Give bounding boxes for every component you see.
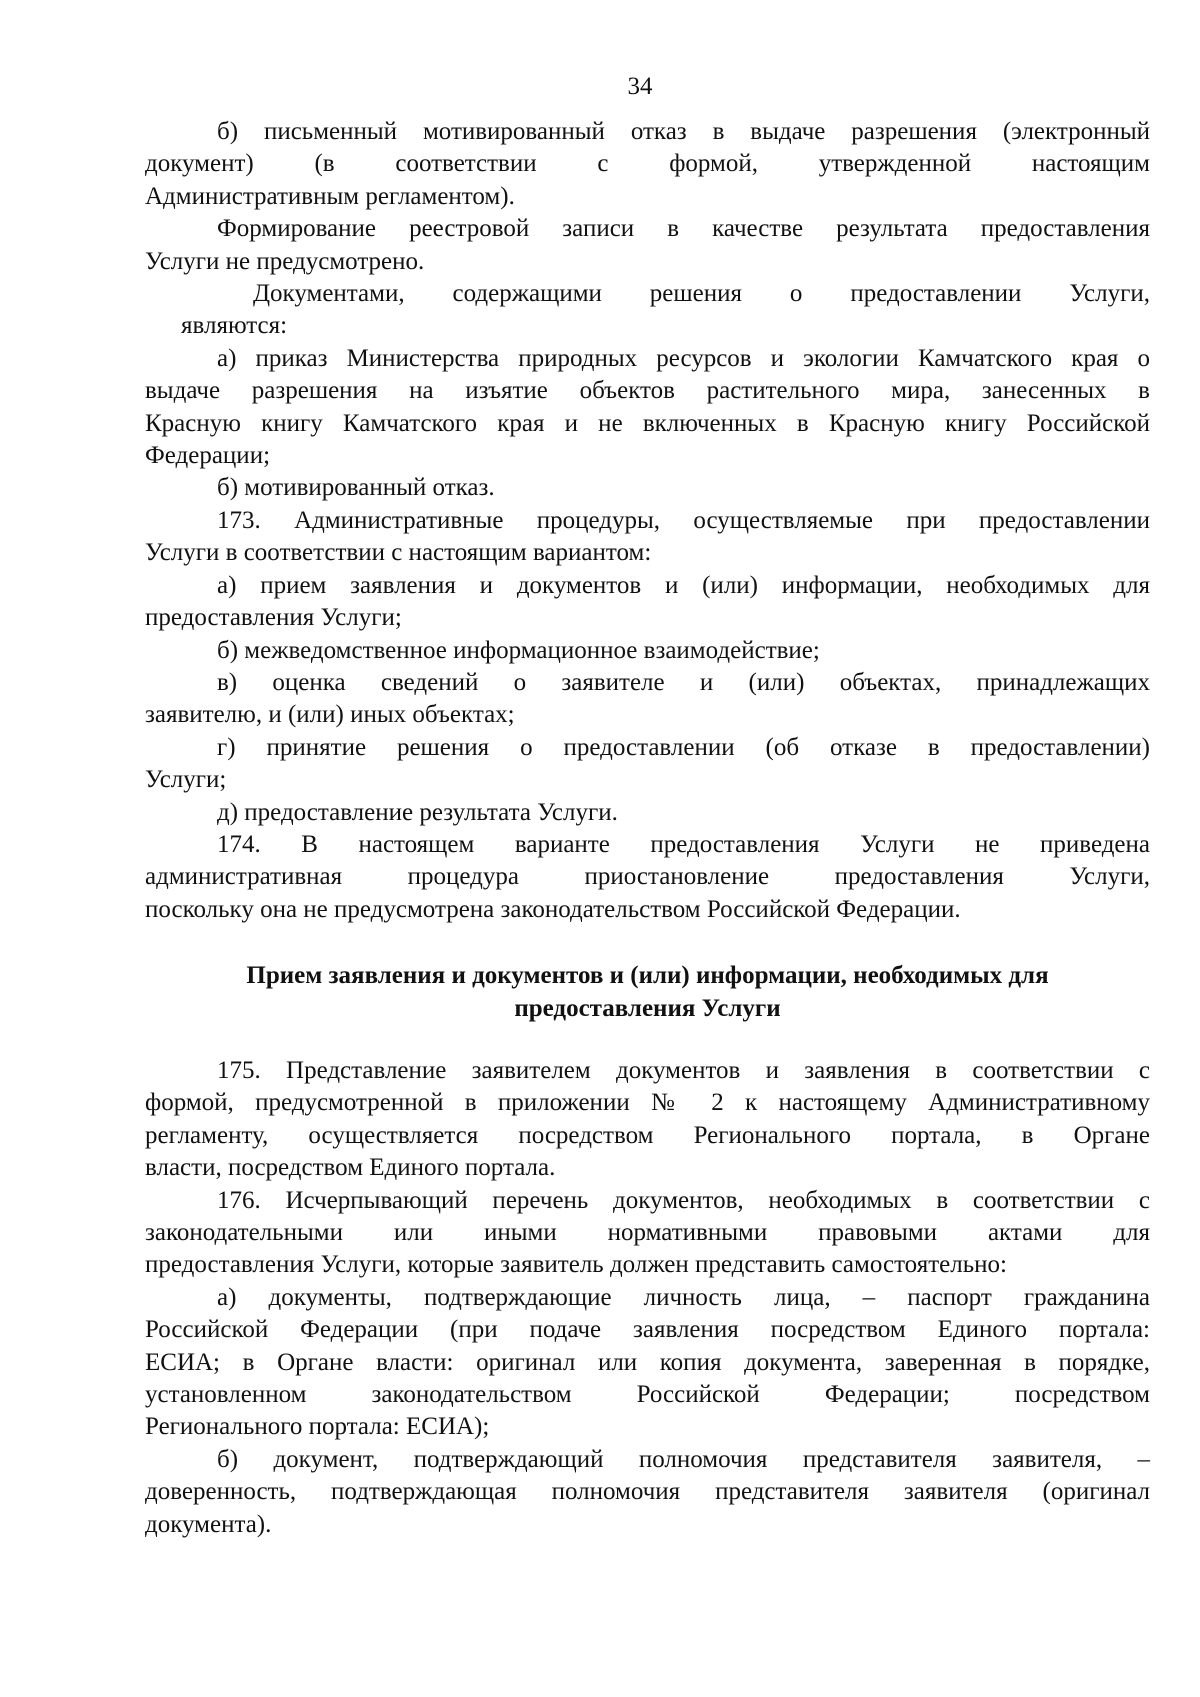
- text-line: власти, посредством Единого портала.: [145, 1154, 556, 1182]
- text-line: б) мотивированный отказ.: [217, 474, 495, 502]
- text-line: Регионального портала: ЕСИА);: [145, 1413, 490, 1441]
- paragraph-176-b: [145, 1444, 1150, 1541]
- page-number: 34: [627, 73, 653, 100]
- text-line: а) приказ Министерства природных ресурсов и экологии Камчатского края о: [217, 344, 1150, 372]
- text-line: предоставления Услуги, которые заявитель должен представить самостоятельно:: [145, 1251, 1007, 1279]
- text-line: выдаче разрешения на изъятие объектов растительного мира, занесенных в: [145, 377, 1150, 405]
- text-line: г) принятие решения о предоставлении (об отказе в предоставлении): [217, 733, 1150, 761]
- paragraph-decision-docs: [145, 278, 1150, 343]
- text-line: Российской Федерации (при подаче заявления посредством Единого портала:: [145, 1316, 1150, 1344]
- paragraph-order: [145, 343, 1150, 473]
- paragraph-motivated-refusal: [145, 472, 1150, 504]
- text-line: заявителю, и (или) иных объектах;: [145, 701, 515, 729]
- paragraph-registry: [145, 213, 1150, 278]
- text-line: Услуги не предусмотрено.: [145, 247, 425, 275]
- text-line: Формирование реестровой записи в качестве результата предоставления: [217, 215, 1150, 243]
- text-line: Услуги;: [145, 766, 227, 794]
- text-line: формой, предусмотренной в приложении № 2 к настоящему Административному: [145, 1089, 1150, 1117]
- text-line: Федерации;: [145, 442, 271, 470]
- text-line: в) оценка сведений о заявителе и (или) объектах, принадлежащих: [217, 668, 1150, 696]
- paragraph-173-d: [145, 797, 1150, 829]
- paragraph-173-b: [145, 635, 1150, 667]
- text-line: Документами, содержащими решения о предоставлении Услуги,: [253, 280, 1150, 308]
- paragraph-refusal: [145, 116, 1150, 213]
- paragraph-173: [145, 505, 1150, 570]
- document-body: [145, 116, 1150, 1541]
- paragraph-175: [145, 1055, 1150, 1185]
- paragraph-176-a: [145, 1282, 1150, 1444]
- text-line: а) прием заявления и документов и (или) информации, необходимых для: [217, 571, 1150, 599]
- paragraph-173-v: [145, 667, 1150, 732]
- heading-line: предоставления Услуги: [514, 994, 781, 1022]
- paragraph-173-g: [145, 732, 1150, 797]
- text-line: административная процедура приостановление предоставления Услуги,: [145, 863, 1150, 891]
- text-line: 176. Исчерпывающий перечень документов, необходимых в соответствии с: [217, 1186, 1150, 1214]
- text-line: б) документ, подтверждающий полномочия представителя заявителя, –: [217, 1445, 1150, 1473]
- text-line: 175. Представление заявителем документов и заявления в соответствии с: [217, 1056, 1150, 1084]
- text-line: Услуги в соответствии с настоящим вариантом:: [145, 539, 652, 567]
- text-line: 174. В настоящем варианте предоставления Услуги не приведена: [217, 830, 1150, 858]
- text-line: д) предоставление результата Услуги.: [217, 798, 618, 826]
- paragraph-176: [145, 1185, 1150, 1282]
- text-line: являются:: [181, 312, 288, 340]
- paragraph-174: [145, 829, 1150, 926]
- text-line: законодательными или иными нормативными правовыми актами для: [145, 1219, 1150, 1246]
- text-line: поскольку она не предусмотрена законодательством Российской Федерации.: [145, 895, 961, 923]
- text-line: документ) (в соответствии с формой, утвержденной настоящим: [145, 150, 1150, 178]
- text-line: документа).: [145, 1510, 272, 1538]
- heading-line: Прием заявления и документов и (или) информации, необходимых для: [246, 962, 1049, 990]
- section-heading: [145, 960, 1150, 1025]
- text-line: предоставления Услуги;: [145, 604, 402, 632]
- text-line: Административным регламентом).: [145, 182, 515, 210]
- text-line: ЕСИА; в Органе власти: оригинал или копия документа, заверенная в порядке,: [145, 1348, 1150, 1376]
- text-line: доверенность, подтверждающая полномочия представителя заявителя (оригинал: [145, 1478, 1150, 1506]
- text-line: установленном законодательством Российской Федерации; посредством: [145, 1381, 1150, 1409]
- text-line: регламенту, осуществляется посредством Регионального портала, в Органе: [145, 1121, 1150, 1149]
- text-line: Красную книгу Камчатского края и не включенных в Красную книгу Российской: [145, 409, 1150, 437]
- text-line: б) письменный мотивированный отказ в выдаче разрешения (электронный: [217, 118, 1150, 145]
- text-line: а) документы, подтверждающие личность лица, – паспорт гражданина: [217, 1283, 1150, 1311]
- text-line: б) межведомственное информационное взаимодействие;: [217, 636, 820, 664]
- paragraph-173-a: [145, 570, 1150, 635]
- text-line: 173. Административные процедуры, осуществляемые при предоставлении: [217, 506, 1150, 534]
